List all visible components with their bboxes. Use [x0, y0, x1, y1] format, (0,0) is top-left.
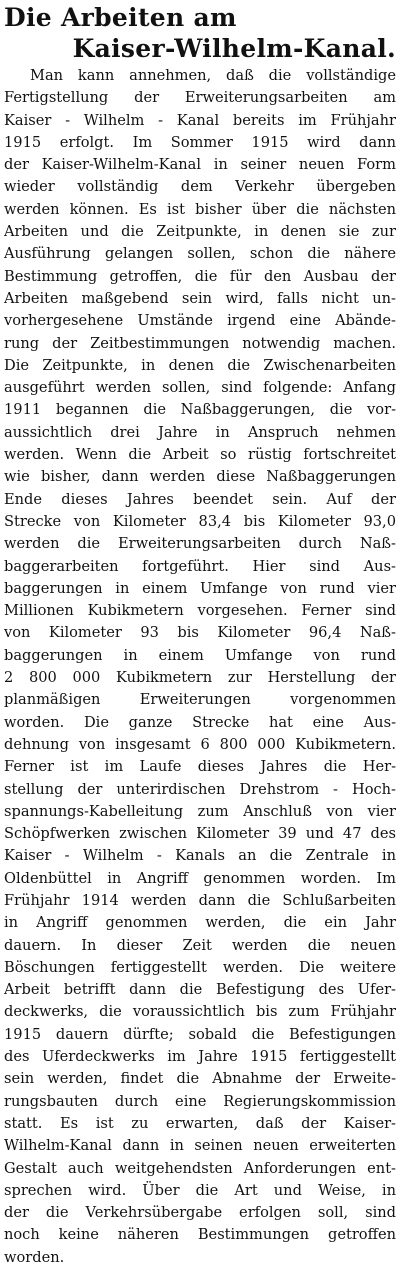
article-line: Ferner ist im Laufe dieses Jahres die Her- [4, 758, 396, 776]
article-line: planmäßigen Erweiterungen vorgenommen [4, 691, 396, 709]
headline-line-1: Die Arbeiten am [4, 3, 237, 32]
article-line: Strecke von Kilometer 83,4 bis Kilometer 93,0 [4, 512, 396, 530]
article-line: stellung der unterirdischen Drehstrom - Hoch- [4, 780, 396, 798]
article-line: vorhergesehene Umstände irgend eine Abände- [4, 312, 396, 330]
article-line: in Angriff genommen werden, die ein Jahr [4, 914, 396, 932]
article-line: wie bisher, dann werden diese Naßbaggerungen [4, 468, 396, 486]
article-line: Gestalt auch weitgehendsten Anforderungen ent- [4, 1159, 396, 1177]
article-line: Man kann annehmen, daß die vollständige [30, 67, 396, 84]
article-line: rung der Zeitbestimmungen notwendig machen. [4, 334, 396, 352]
article-line: 1915 erfolgt. Im Sommer 1915 wird dann [4, 133, 396, 151]
article-line: wieder vollständig dem Verkehr übergeben [4, 178, 396, 196]
article-line: der Kaiser-Wilhelm-Kanal in seiner neuen Form [4, 156, 396, 174]
article-line: Die Zeitpunkte, in denen die Zwischenarbeiten [4, 356, 396, 374]
article-line: Schöpfwerken zwischen Kilometer 39 und 47 des [4, 825, 396, 843]
article-line: dauern. In dieser Zeit werden die neuen [4, 936, 396, 954]
article-line: Ausführung gelangen sollen, schon die nähere [4, 245, 396, 263]
article-line: aussichtlich drei Jahre in Anspruch nehmen [4, 423, 396, 441]
article-line: deckwerks, die voraussichtlich bis zum Frühjahr [4, 1003, 396, 1021]
article-line: 2 800 000 Kubikmetern zur Herstellung der [4, 669, 396, 687]
article-line: 1915 dauern dürfte; sobald die Befestigungen [4, 1025, 396, 1043]
article-line: Wilhelm-Kanal dann in seinen neuen erweiterten [4, 1137, 396, 1155]
article-line: Fertigstellung der Erweiterungsarbeiten am [4, 89, 396, 107]
article-line: Kaiser - Wilhelm - Kanal bereits im Frühjahr [4, 111, 396, 129]
article-line: Ende dieses Jahres beendet sein. Auf der [4, 490, 396, 508]
article-line: Arbeiten und die Zeitpunkte, in denen sie zur [4, 223, 396, 241]
article-line: statt. Es ist zu erwarten, daß der Kaiser- [4, 1114, 396, 1132]
article-line: Kaiser - Wilhelm - Kanals an die Zentrale in [4, 847, 396, 865]
article-line: werden die Erweiterungsarbeiten durch Naß- [4, 535, 396, 553]
article-line: baggerungen in einem Umfange von rund [4, 646, 396, 664]
article-line: worden. [4, 1248, 65, 1266]
article-line: ausgeführt werden sollen, sind folgende: Anfang [4, 379, 396, 397]
article-line: sprechen wird. Über die Art und Weise, in [4, 1181, 396, 1199]
article-line: spannungs-Kabelleitung zum Anschluß von vier [4, 802, 396, 820]
headline-line-2: Kaiser-Wilhelm-Kanal. [72, 34, 396, 63]
article-line: 1911 begannen die Naßbaggerungen, die vor- [4, 401, 396, 419]
article-line: worden. Die ganze Strecke hat eine Aus- [4, 713, 396, 731]
article-line: Millionen Kubikmetern vorgesehen. Ferner sind [4, 602, 396, 620]
article-body [4, 65, 396, 1269]
article-line: baggerarbeiten fortgeführt. Hier sind Aus- [4, 557, 396, 575]
article-line: Arbeiten maßgebend sein wird, falls nicht un- [4, 289, 396, 307]
article-line: des Uferdeckwerks im Jahre 1915 fertiggestellt [4, 1048, 396, 1066]
newspaper-article [4, 2, 396, 1269]
article-line: baggerungen in einem Umfange von rund vier [4, 579, 396, 597]
article-line: werden. Wenn die Arbeit so rüstig fortschreitet [4, 446, 396, 464]
article-line: Arbeit betrifft dann die Befestigung des Ufer- [4, 981, 396, 999]
article-line: dehnung von insgesamt 6 800 000 Kubikmetern. [4, 735, 396, 753]
article-line: werden können. Es ist bisher über die nächsten [4, 200, 396, 218]
article-line: Frühjahr 1914 werden dann die Schlußarbeiten [4, 891, 396, 909]
article-line: noch keine näheren Bestimmungen getroffen [4, 1226, 396, 1244]
article-line: Oldenbüttel in Angriff genommen worden. Im [4, 869, 396, 887]
article-line: Böschungen fertiggestellt werden. Die weitere [4, 958, 396, 976]
article-line: Bestimmung getroffen, die für den Ausbau der [4, 267, 396, 285]
article-line: sein werden, findet die Abnahme der Erweite- [4, 1070, 396, 1088]
article-line: von Kilometer 93 bis Kilometer 96,4 Naß- [4, 624, 396, 642]
article-line: der die Verkehrsübergabe erfolgen soll, sind [4, 1204, 396, 1222]
article-line: rungsbauten durch eine Regierungskommission [4, 1092, 396, 1110]
